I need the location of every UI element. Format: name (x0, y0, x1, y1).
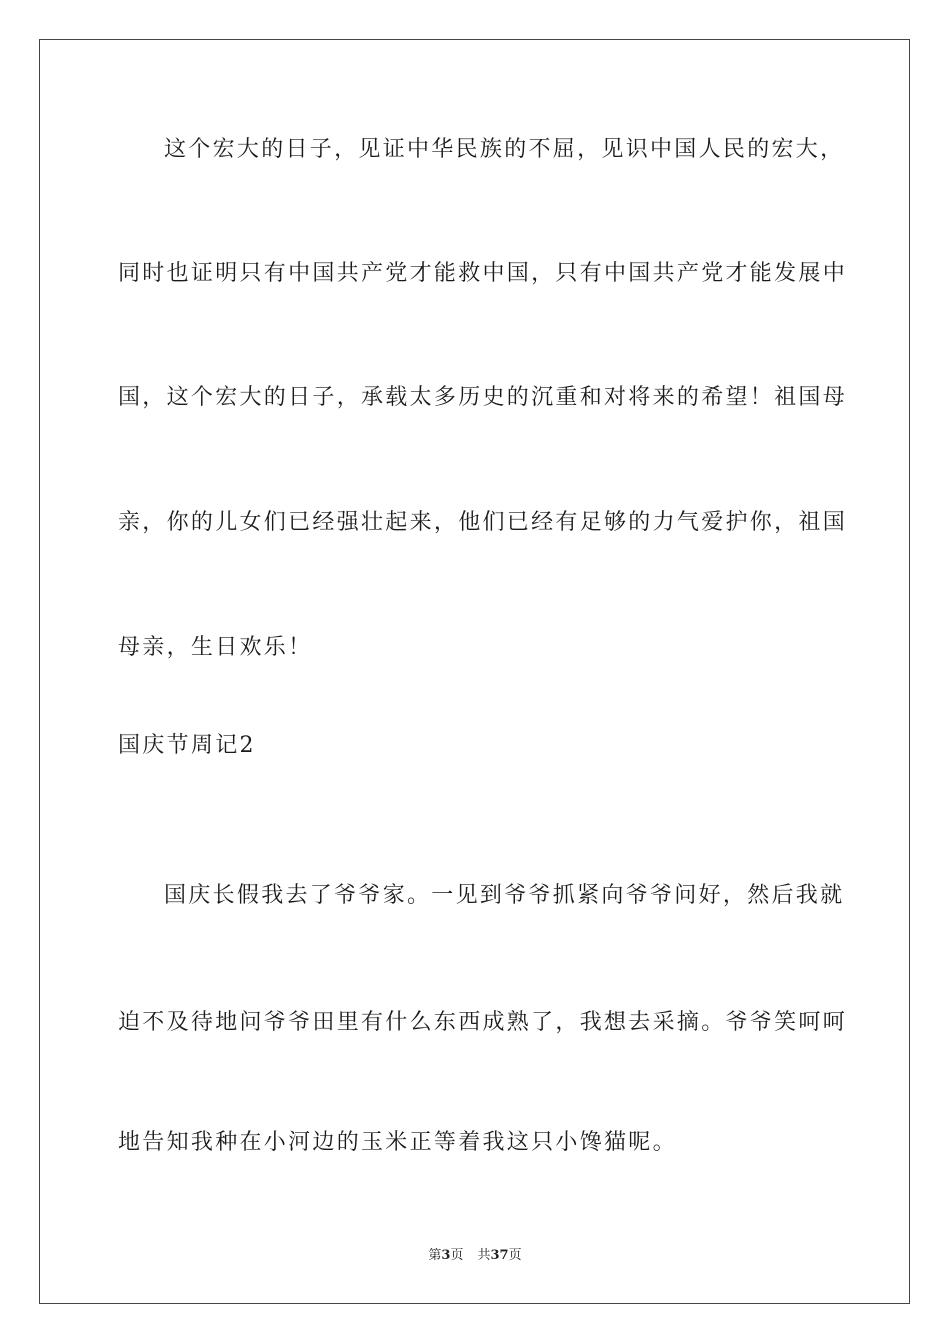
paragraph-line: 同时也证明只有中国共产党才能救中国，只有中国共产党才能发展中 (118, 261, 848, 286)
paragraph-line: 地告知我种在小河边的玉米正等着我这只小馋猫呢。 (118, 1130, 677, 1155)
paragraph-line: 母亲，生日欢乐！ (118, 635, 313, 660)
section-heading: 国庆节周记2 (118, 733, 256, 758)
page-number: 3 (441, 1248, 451, 1263)
page-footer (0, 1247, 950, 1265)
paragraph-line: 亲，你的儿女们已经强壮起来，他们已经有足够的力气爱护你，祖国 (118, 510, 848, 535)
page-prefix: 第 (428, 1248, 442, 1263)
paragraph-line: 这个宏大的日子，见证中华民族的不屈，见识中国人民的宏大， (164, 137, 845, 162)
total-prefix: 共 (477, 1248, 491, 1263)
page-border (39, 39, 910, 1304)
paragraph-line: 迫不及待地问爷爷田里有什么东西成熟了，我想去采摘。爷爷笑呵呵 (118, 1010, 848, 1035)
paragraph-line: 国，这个宏大的日子，承载太多历史的沉重和对将来的希望！祖国母 (118, 385, 848, 410)
paragraph-line: 国庆长假我去了爷爷家。一见到爷爷抓紧向爷爷问好，然后我就 (164, 883, 845, 908)
page-suffix: 页 (450, 1248, 464, 1263)
total-pages: 37 (490, 1248, 509, 1263)
total-suffix: 页 (508, 1248, 522, 1263)
